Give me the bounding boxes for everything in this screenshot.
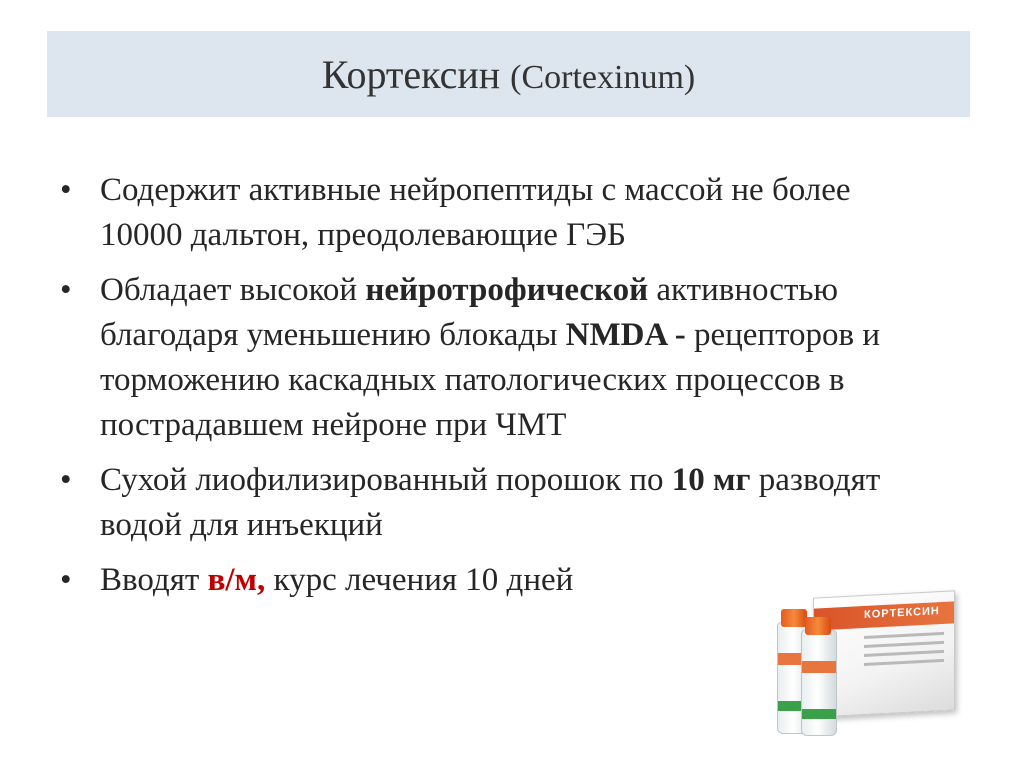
bullet-bold-text: 10 мг (671, 462, 751, 498)
vial (801, 630, 837, 736)
bullet-bold-text: нейротрофической (365, 272, 649, 308)
bullet-text: Обладает высокой (100, 272, 366, 308)
bullet-dot: • (60, 272, 72, 308)
bullet-item (60, 458, 920, 548)
bullet-item (60, 168, 920, 258)
bullet-text: активностью благодаря уменьшению блокады (100, 272, 839, 353)
bullet-text: разводят водой для инъекций (100, 462, 881, 543)
box-text-lines (864, 632, 944, 672)
bullet-dot: • (60, 172, 72, 208)
product-image (775, 592, 960, 737)
vial-cap (781, 609, 807, 627)
vial-stripe (802, 661, 836, 673)
bullet-dot: • (60, 462, 72, 498)
bullet-bold-text: NMDA - (565, 317, 686, 353)
title-bar (47, 31, 970, 117)
bullet-dot: • (60, 562, 72, 598)
bullet-text: курс лечения 10 дней (265, 562, 574, 598)
bullet-list (60, 168, 920, 613)
bullet-item (60, 268, 920, 448)
vial-stripe (802, 709, 836, 719)
bullet-text: Сухой лиофилизированный порошок по (100, 462, 672, 498)
bullet-text: Содержит активные нейропептиды с массой не более 10000 дальтон, преодолевающие ГЭБ (100, 172, 851, 253)
box-label: КОРТЕКСИН (864, 605, 940, 622)
bullet-red-text: в/м, (207, 562, 266, 598)
bullet-text: Вводят (100, 562, 208, 598)
bullet-text: рецепторов и торможению каскадных патологических процессов в пострадавшем нейроне при ЧМТ (100, 317, 881, 443)
slide-title (322, 51, 695, 98)
title-latin: (Cortexinum) (510, 58, 696, 96)
title-main: Кортексин (321, 51, 501, 97)
vial-cap (805, 617, 831, 635)
